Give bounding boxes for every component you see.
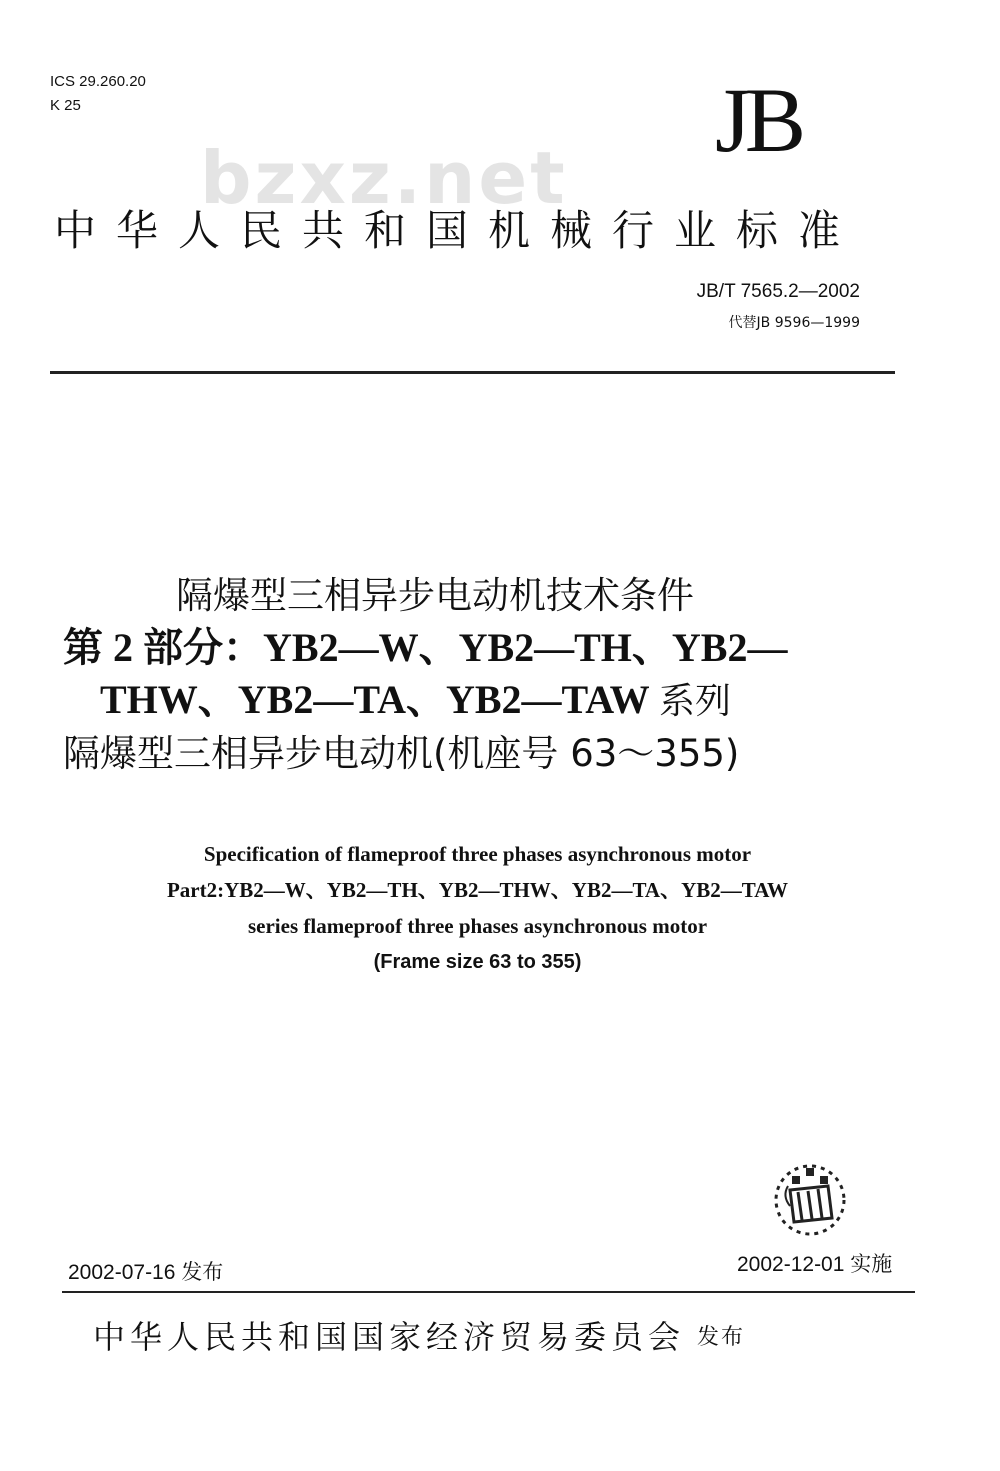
replaces-standard: 代替JB 9596—1999	[728, 315, 860, 331]
title-en-line-2: Part2:YB2—W、YB2—TH、YB2—THW、YB2—TA、YB2—TAW	[166, 878, 789, 902]
issuer	[93, 1312, 745, 1358]
footer-divider	[62, 1291, 915, 1293]
implement-date: 2002-12-01 实施	[737, 1253, 893, 1276]
category-code: K 25	[50, 97, 81, 114]
jb-logo: JB	[715, 69, 801, 171]
title-cn-line-3	[55, 674, 945, 728]
title-en-line-3: series flameproof three phases asynchronous motor	[247, 914, 708, 938]
title-cn-line-3-models: THW、YB2—TA、YB2—TAW	[100, 677, 649, 722]
ics-code: ICS 29.260.20	[50, 73, 146, 90]
english-title	[55, 836, 900, 980]
title-en-line-4: (Frame size 63 to 355)	[373, 951, 582, 973]
publish-date: 2002-07-16 发布	[68, 1261, 224, 1284]
issuer-suffix: 发布	[697, 1325, 746, 1350]
issuer-name: 中华人民共和国国家经济贸易委员会	[93, 1318, 686, 1356]
watermark: bzxz.net	[200, 136, 568, 220]
publisher-emblem-icon	[768, 1156, 852, 1240]
standard-title: 中华人民共和国机械行业标准	[54, 206, 861, 255]
title-en-line-1: Specification of flameproof three phases asynchronous motor	[203, 842, 752, 866]
chinese-title	[55, 570, 945, 780]
standard-code: JB/T 7565.2—2002	[696, 281, 860, 302]
title-cn-line-4: 隔爆型三相异步电动机(机座号 63～355)	[63, 732, 740, 775]
title-cn-line-2: 第 2 部分：YB2—W、YB2—TH、YB2—	[63, 625, 788, 670]
title-cn-line-3-suffix: 系列	[658, 681, 731, 722]
header-divider	[50, 371, 895, 374]
classification-codes	[50, 70, 146, 118]
title-cn-line-1: 隔爆型三相异步电动机技术条件	[176, 574, 694, 617]
